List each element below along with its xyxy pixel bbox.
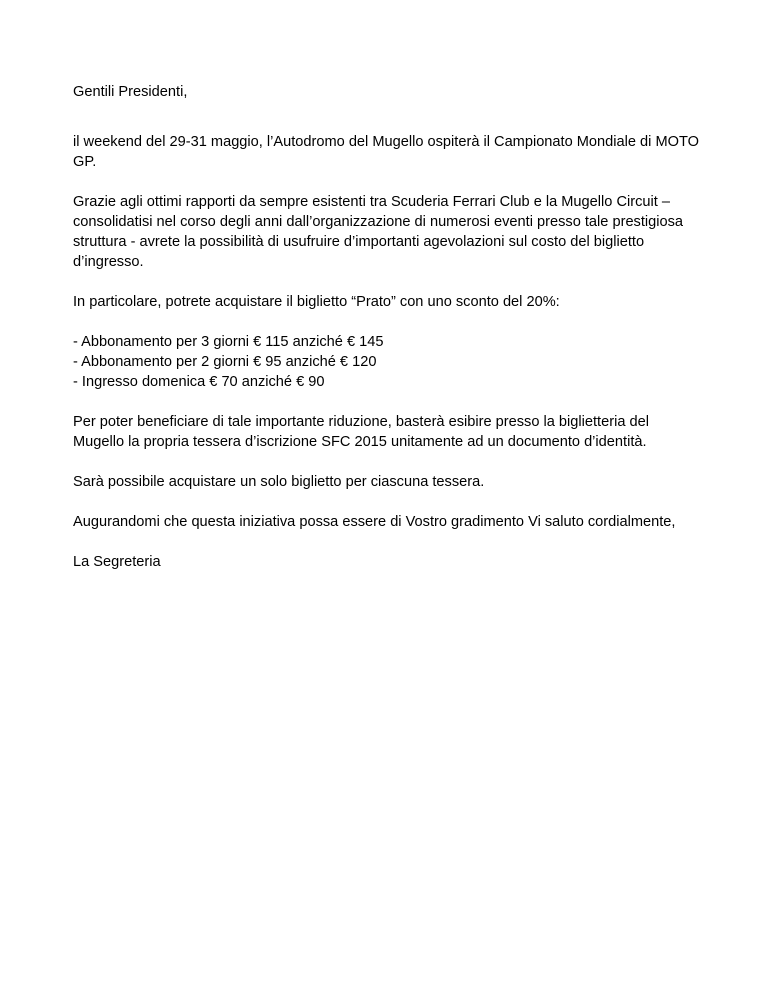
paragraph-instructions: Per poter beneficiare di tale importante riduzione, basterà esibire presso la biglietteria del Mugello la propria tessera d’iscrizione SFC 2015 unitamente ad un documento d’identità. xyxy=(73,414,649,450)
greeting: Gentili Presidenti, xyxy=(73,84,188,100)
paragraph-limit: Sarà possibile acquistare un solo biglietto per ciascuna tessera. xyxy=(73,474,485,490)
offers-list xyxy=(73,332,703,392)
paragraph-discount: In particolare, potrete acquistare il biglietto “Prato” con uno sconto del 20%: xyxy=(73,294,560,310)
offer-item: - Ingresso domenica € 70 anziché € 90 xyxy=(73,374,325,390)
letter-body xyxy=(73,82,703,572)
signature: La Segreteria xyxy=(73,554,161,570)
paragraph-agreement: Grazie agli ottimi rapporti da sempre esistenti tra Scuderia Ferrari Club e la Mugello Circuit – consolidatisi nel corso degli anni dall’organizzazione di numerosi eventi presso tale prestigiosa struttura - avrete la possibilità di usufruire d’importanti agevolazioni sul costo del biglietto d’ingresso. xyxy=(73,194,684,270)
offer-item: - Abbonamento per 2 giorni € 95 anziché € 120 xyxy=(73,354,377,370)
paragraph-closing: Augurandomi che questa iniziativa possa essere di Vostro gradimento Vi saluto cordialmente, xyxy=(73,514,676,530)
offer-item: - Abbonamento per 3 giorni € 115 anziché € 145 xyxy=(73,334,384,350)
paragraph-event: il weekend del 29-31 maggio, l’Autodromo del Mugello ospiterà il Campionato Mondiale di MOTO GP. xyxy=(73,134,699,170)
